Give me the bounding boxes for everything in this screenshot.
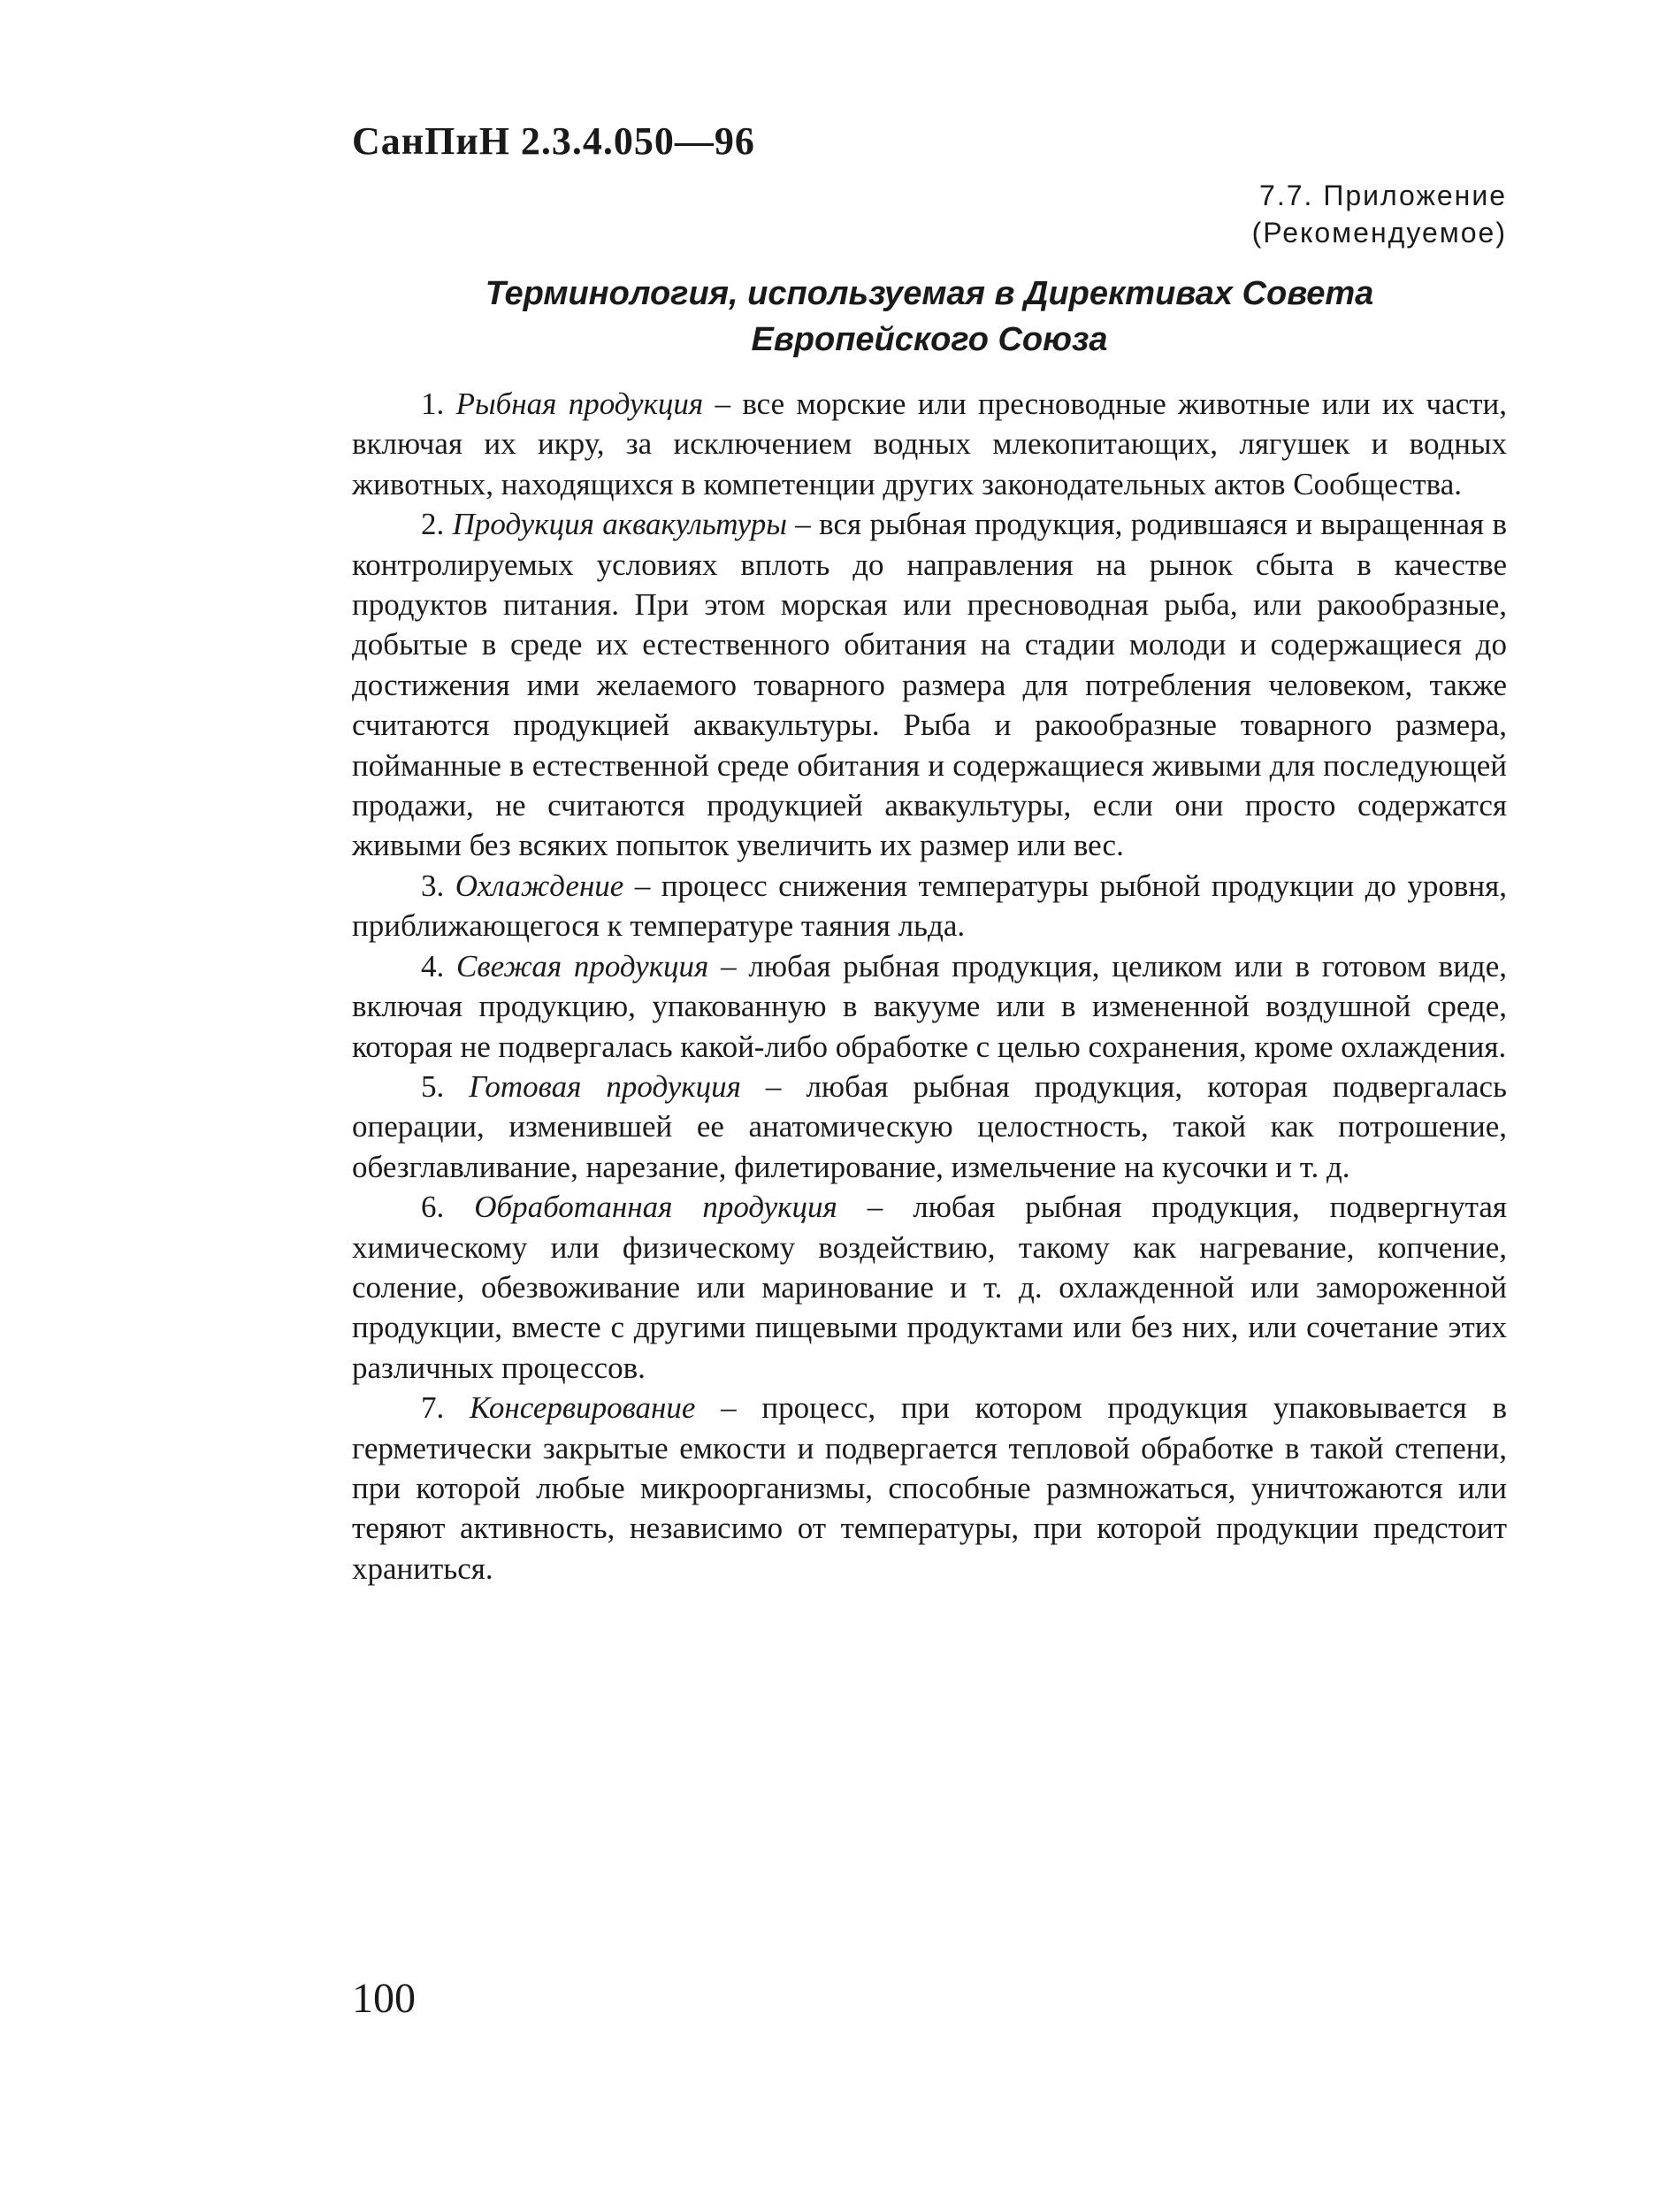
item-text: любая рыбная продукция, целиком или в готовом виде, включая продукцию, упакованную в вакууме или в измененной воздушной среде, которая не подвергалась какой-либо обработке с целью сохранения, кроме охлаждения. (352, 948, 1508, 1064)
item-text: все морские или пресноводные животные или их части, включая их икру, за исключением водных млекопитающих, лягушек и водных животных, находящихся в компетенции других законодательных актов Сообщества. (352, 387, 1508, 501)
item-dash: – (703, 387, 743, 421)
item-text: вся рыбная продукция, родившаяся и выращенная в контролируемых условиях вплоть до направления на рынок сбыта в качестве продуктов питания. При этом морская или пресноводная рыба, или ракообразные, добытые в среде их естественного обитания на стадии молоди и содержащиеся до достижения ими желаемого товарного размера для потребления человеком, также считаются продукцией аквакультуры. Рыба и ракообразные товарного размера, пойманные в естественной среде обитания и содержащиеся живыми для последующей продажи, не считаются продукцией аквакультуры, если они просто содержатся живыми без всяких попыток увеличить их размер или вес. (352, 507, 1508, 863)
document-code: СанПиН 2.3.4.050—96 (352, 119, 755, 163)
item-number: 6. (421, 1190, 445, 1225)
item-term: Готовая продукция (469, 1068, 741, 1104)
item-term: Консервирование (470, 1390, 696, 1426)
item-number: 1. (421, 387, 445, 421)
definition-item-5 (352, 1067, 1507, 1187)
page-number: 100 (352, 1975, 416, 2022)
item-dash: – (837, 1190, 914, 1225)
item-term: Свежая продукция (456, 948, 709, 984)
item-dash: – (695, 1390, 762, 1426)
item-number: 4. (421, 948, 445, 984)
item-text: любая рыбная продукция, которая подвергалась операции, изменившей ее анатомическую целостность, такой как потрошение, обезглавливание, нарезание, филетирование, измельчение на кусочки и т. д. (352, 1068, 1508, 1184)
appendix-number: 7.7. Приложение (1259, 180, 1507, 211)
definition-item-1 (352, 384, 1507, 504)
appendix-type: (Рекомендуемое) (1251, 217, 1507, 249)
section-title (352, 271, 1507, 363)
item-text: любая рыбная продукция, подвергнутая химическому или физическому воздействию, такому как нагревание, копчение, соление, обезвоживание или маринование и т. д. охлажденной или замороженной продукции, вместе с другими пищевыми продуктами или без них, или сочетание этих различных процессов. (352, 1190, 1508, 1385)
definition-item-3 (352, 866, 1507, 946)
appendix-label (1252, 177, 1507, 251)
item-text: процесс снижения температуры рыбной продукции до уровня, приближающегося к температуре таяния льда. (352, 868, 1507, 944)
item-dash: – (786, 507, 820, 542)
definitions-list (352, 384, 1507, 1588)
item-number: 7. (421, 1390, 445, 1426)
item-number: 2. (421, 507, 445, 542)
item-dash: – (708, 948, 749, 984)
definition-item-2 (352, 504, 1507, 866)
item-term: Продукция аквакультуры (452, 507, 787, 542)
section-title-line-1: Терминология, используемая в Директивах Совета (485, 275, 1374, 312)
section-title-line-2: Европейского Союза (751, 321, 1108, 358)
item-term: Обработанная продукция (474, 1190, 837, 1225)
item-text: процесс, при котором продукция упаковывается в герметически закрытые емкости и подвергается тепловой обработке в такой степени, при которой любые микроорганизмы, способные размножаться, уничтожаются или теряют активность, независимо от температуры, при которой продукции предстоит храниться. (352, 1390, 1508, 1586)
item-number: 3. (421, 868, 445, 903)
item-term: Охлаждение (455, 868, 624, 903)
definition-item-6 (352, 1187, 1507, 1388)
item-number: 5. (421, 1068, 445, 1104)
item-dash: – (740, 1068, 807, 1104)
definition-item-7 (352, 1388, 1507, 1588)
item-term: Рыбная продукция (455, 387, 704, 421)
definition-item-4 (352, 946, 1507, 1067)
item-dash: – (623, 868, 661, 903)
